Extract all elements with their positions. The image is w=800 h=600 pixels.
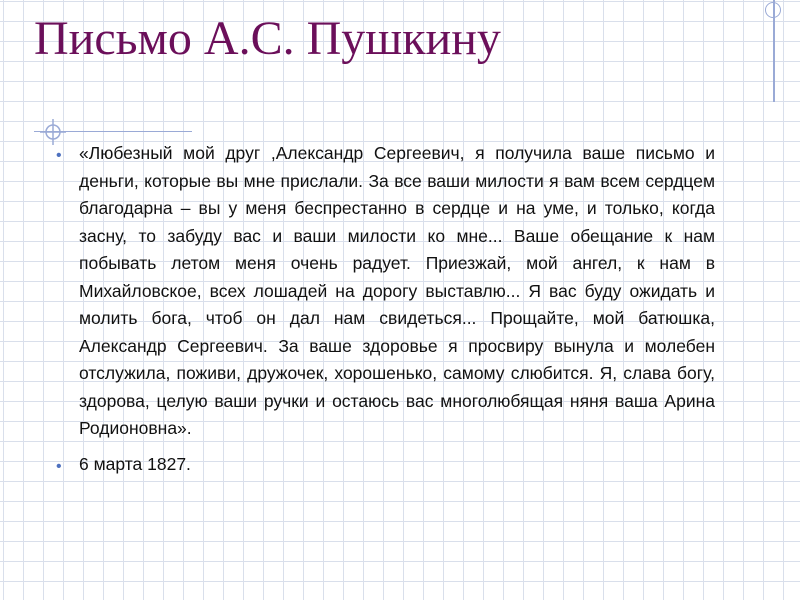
circle-icon	[765, 2, 781, 18]
bullet-list	[56, 140, 715, 478]
letter-date-item	[56, 451, 715, 479]
bullet-icon: •	[56, 147, 62, 164]
bullet-icon: •	[56, 457, 62, 475]
letter-text: «Любезный мой друг ,Александр Сергеевич, я получила ваше письмо и деньги, которые вы мне прислали. За все ваши милости я вам всем сердцем благодарна – вы у меня беспрестанно в сердце и на уме, и только, когда засну, то забуду вас и ваши милости ко мне... Ваше обещание к нам побывать летом меня очень радует. Приезжай, мой ангел, к нам в Михайловское, всех лошадей на дорогу выставлю... Я вас буду ожидать и молить бога, чтоб он дал нам свидеться... Прощайте, мой батюшка, Александр Сергеевич. За ваше здоровье я просвиру вынула и молебен отслужила, поживи, дружочек, хорошенько, самому слюбится. Я, слава богу, здорова, целую ваши ручки и остаюсь вас многолюбящая няня ваша Арина Родионовна».	[79, 143, 715, 438]
letter-text-item	[56, 140, 715, 443]
slide-title: Письмо А.С. Пушкину	[34, 12, 501, 65]
letter-date: 6 марта 1827.	[79, 453, 191, 474]
